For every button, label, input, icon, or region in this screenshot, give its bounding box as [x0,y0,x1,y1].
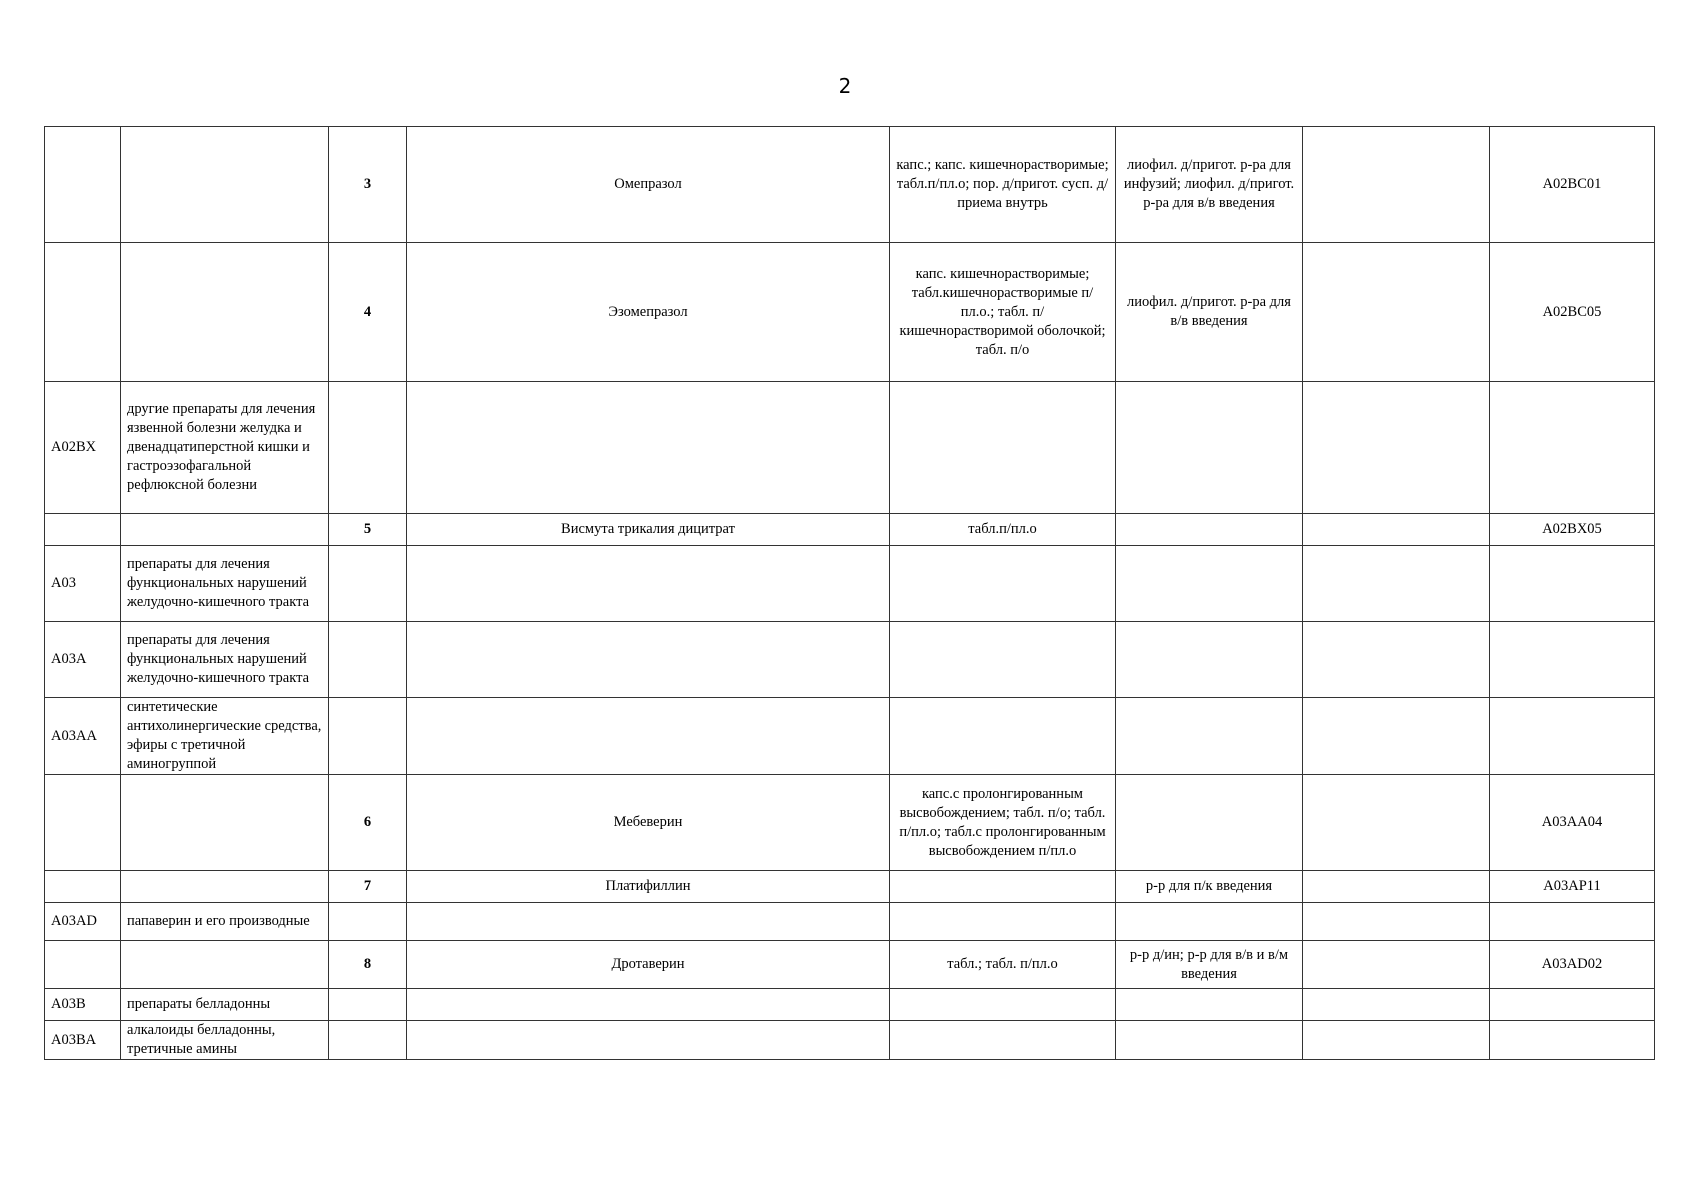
injection-form [1116,698,1303,775]
extra-cell [1303,871,1490,903]
injection-form [1116,775,1303,871]
table-row [45,941,1655,989]
row-number: 4 [329,243,407,382]
dosage-form [890,698,1116,775]
drug-name: Дротаверин [407,941,890,989]
atc-group-name [121,243,329,382]
injection-form: лиофил. д/пригот. р-ра для в/в введения [1116,243,1303,382]
row-number [329,903,407,941]
row-number: 8 [329,941,407,989]
atc-group-code: A02BX [45,382,121,514]
atc-group-name: препараты для лечения функциональных нарушений желудочно-кишечного тракта [121,622,329,698]
extra-cell [1303,127,1490,243]
drug-name: Эзомепразол [407,243,890,382]
drug-table [44,126,1655,1060]
drug-name: Висмута трикалия дицитрат [407,514,890,546]
row-number [329,622,407,698]
table-row [45,243,1655,382]
extra-cell [1303,1021,1490,1060]
dosage-form: табл.; табл. п/пл.о [890,941,1116,989]
drug-name [407,546,890,622]
atc-code [1490,989,1655,1021]
dosage-form [890,1021,1116,1060]
atc-code: A02BX05 [1490,514,1655,546]
injection-form [1116,546,1303,622]
drug-name [407,989,890,1021]
atc-group-name [121,127,329,243]
injection-form: р-р для п/к введения [1116,871,1303,903]
atc-code [1490,1021,1655,1060]
extra-cell [1303,546,1490,622]
extra-cell [1303,698,1490,775]
table-row [45,514,1655,546]
row-number [329,546,407,622]
atc-group-code: A03BA [45,1021,121,1060]
drug-name [407,382,890,514]
atc-group-name: препараты для лечения функциональных нарушений желудочно-кишечного тракта [121,546,329,622]
atc-code: A02BC05 [1490,243,1655,382]
injection-form [1116,1021,1303,1060]
table-row [45,622,1655,698]
atc-code [1490,698,1655,775]
injection-form: лиофил. д/пригот. р-ра для инфузий; лиофил. д/пригот. р-ра для в/в введения [1116,127,1303,243]
extra-cell [1303,243,1490,382]
injection-form [1116,382,1303,514]
injection-form [1116,514,1303,546]
atc-code: A03AA04 [1490,775,1655,871]
row-number [329,989,407,1021]
dosage-form [890,989,1116,1021]
dosage-form: капс.; капс. кишечнорастворимые; табл.п/пл.о; пор. д/пригот. сусп. д/приема внутрь [890,127,1116,243]
extra-cell [1303,622,1490,698]
atc-code: A02BC01 [1490,127,1655,243]
atc-group-code: A03 [45,546,121,622]
injection-form [1116,622,1303,698]
dosage-form [890,382,1116,514]
extra-cell [1303,775,1490,871]
atc-group-code: A03AD [45,903,121,941]
atc-group-name: препараты белладонны [121,989,329,1021]
table-row [45,989,1655,1021]
injection-form [1116,903,1303,941]
dosage-form: капс.с пролонгированным высвобождением; табл. п/о; табл. п/пл.о; табл.с пролонгированным высвобождением п/пл.о [890,775,1116,871]
atc-group-code [45,871,121,903]
atc-code: A03AP11 [1490,871,1655,903]
table-row [45,382,1655,514]
table-row [45,903,1655,941]
extra-cell [1303,382,1490,514]
table-row [45,698,1655,775]
table-row [45,127,1655,243]
extra-cell [1303,941,1490,989]
atc-code [1490,903,1655,941]
table-row [45,1021,1655,1060]
row-number [329,382,407,514]
drug-name: Платифиллин [407,871,890,903]
dosage-form: табл.п/пл.о [890,514,1116,546]
row-number: 7 [329,871,407,903]
extra-cell [1303,989,1490,1021]
row-number: 5 [329,514,407,546]
row-number [329,1021,407,1060]
atc-group-code: A03B [45,989,121,1021]
atc-code [1490,546,1655,622]
drug-name: Омепразол [407,127,890,243]
extra-cell [1303,514,1490,546]
atc-group-name: алкалоиды белладонны, третичные амины [121,1021,329,1060]
drug-name [407,903,890,941]
atc-group-name: синтетические антихолинергические средства, эфиры с третичной аминогруппой [121,698,329,775]
atc-group-code [45,514,121,546]
atc-group-code [45,941,121,989]
drug-name [407,622,890,698]
dosage-form [890,622,1116,698]
atc-group-code: A03A [45,622,121,698]
table-row [45,871,1655,903]
dosage-form [890,903,1116,941]
table-row [45,775,1655,871]
table-row [45,546,1655,622]
atc-code [1490,382,1655,514]
atc-group-code [45,775,121,871]
row-number: 3 [329,127,407,243]
drug-name [407,698,890,775]
dosage-form [890,546,1116,622]
row-number: 6 [329,775,407,871]
injection-form [1116,989,1303,1021]
row-number [329,698,407,775]
page-number: 2 [838,74,852,98]
drug-name: Мебеверин [407,775,890,871]
atc-group-code [45,127,121,243]
injection-form: р-р д/ин; р-р для в/в и в/м введения [1116,941,1303,989]
atc-code: A03AD02 [1490,941,1655,989]
atc-group-name: папаверин и его производные [121,903,329,941]
atc-group-code: A03AA [45,698,121,775]
atc-group-code [45,243,121,382]
atc-group-name [121,514,329,546]
dosage-form: капс. кишечнорастворимые; табл.кишечнорастворимые п/пл.о.; табл. п/кишечнорастворимой оболочкой; табл. п/о [890,243,1116,382]
drug-name [407,1021,890,1060]
atc-group-name [121,941,329,989]
extra-cell [1303,903,1490,941]
atc-group-name [121,871,329,903]
dosage-form [890,871,1116,903]
atc-group-name: другие препараты для лечения язвенной болезни желудка и двенадцатиперстной кишки и гастроэзофагальной рефлюксной болезни [121,382,329,514]
atc-code [1490,622,1655,698]
atc-group-name [121,775,329,871]
